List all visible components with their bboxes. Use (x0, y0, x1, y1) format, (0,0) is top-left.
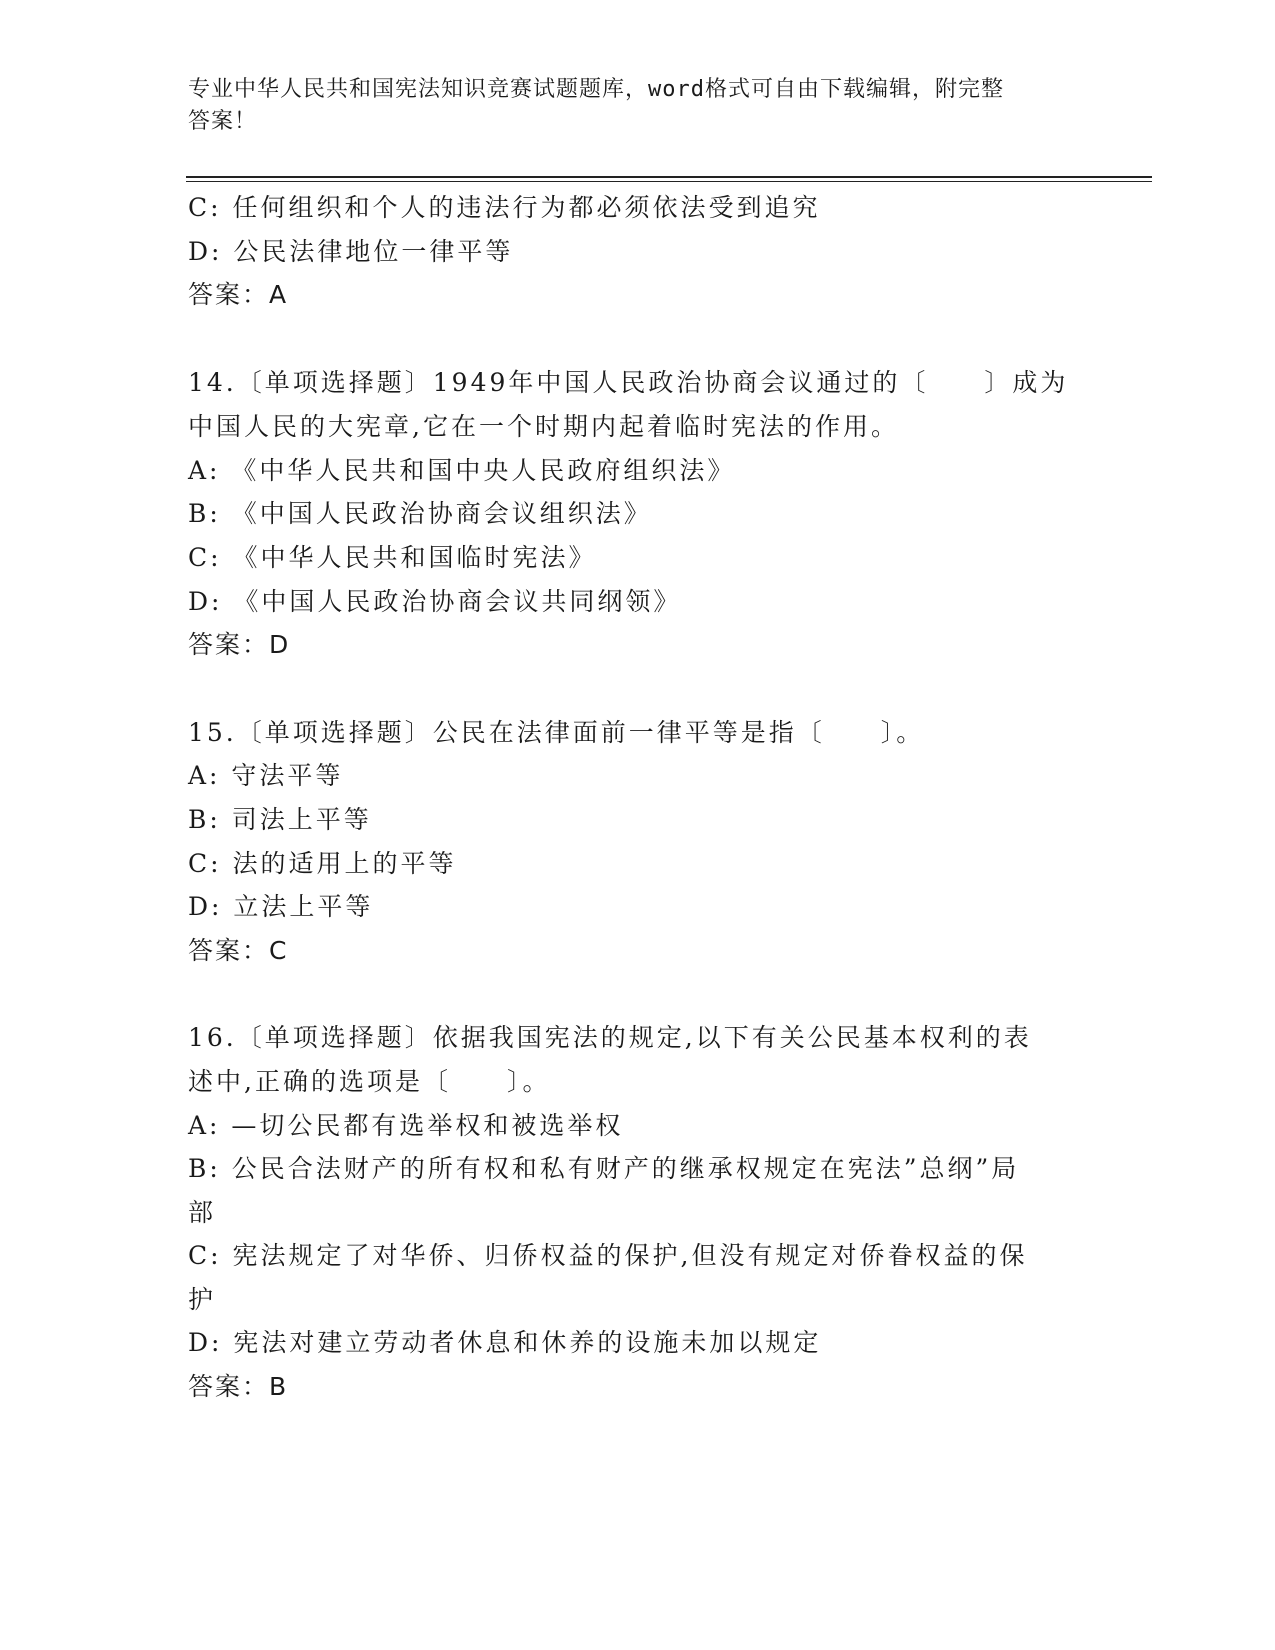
q13-option-d: D: 公民法律地位一律平等 (188, 237, 514, 266)
q15-option-d: D: 立法上平等 (188, 892, 374, 921)
q14-option-b: B: 《中国人民政治协商会议组织法》 (188, 499, 652, 528)
q14-option-c: C: 《中华人民共和国临时宪法》 (188, 543, 597, 572)
q16-answer: 答案：B (188, 1372, 289, 1401)
q14-stem-line-1: 14.〔单项选择题〕1949年中国人民政治协商会议通过的〔 〕成为 (188, 368, 1069, 397)
header-rule-thin (186, 181, 1152, 182)
q15-option-a: A: 守法平等 (188, 761, 344, 790)
q13-answer: 答案：A (188, 280, 289, 309)
page-header (188, 74, 1078, 138)
q16-option-c-line-1: C: 宪法规定了对华侨、归侨权益的保护,但没有规定对侨眷权益的保 (188, 1241, 1028, 1270)
q15-stem-line-1: 15.〔单项选择题〕公民在法律面前一律平等是指〔 〕。 (188, 718, 925, 747)
q14-answer: 答案：D (188, 630, 291, 659)
q13-option-c: C: 任何组织和个人的违法行为都必须依法受到追究 (188, 193, 821, 222)
q16-option-d: D: 宪法对建立劳动者休息和休养的设施未加以规定 (188, 1328, 822, 1357)
q16-option-a: A: —切公民都有选举权和被选举权 (188, 1111, 624, 1140)
q16-stem-line-1: 16.〔单项选择题〕依据我国宪法的规定,以下有关公民基本权利的表 (188, 1023, 1032, 1052)
q14-option-d: D: 《中国人民政治协商会议共同纲领》 (188, 587, 682, 616)
q16-option-b-line-1: B: 公民合法财产的所有权和私有财产的继承权规定在宪法”总纲”局 (188, 1154, 1020, 1183)
header-line-2: 答案！ (188, 109, 258, 134)
q14-stem-line-2: 中国人民的大宪章,它在一个时期内起着临时宪法的作用。 (188, 412, 899, 441)
q16-option-c-line-2: 护 (188, 1285, 217, 1314)
q14-option-a: A: 《中华人民共和国中央人民政府组织法》 (188, 456, 736, 485)
q15-option-c: C: 法的适用上的平等 (188, 849, 457, 878)
q16-option-b-line-2: 部 (188, 1198, 217, 1227)
q15-answer: 答案：C (188, 936, 289, 965)
q16-stem-line-2: 述中,正确的选项是〔 〕。 (188, 1067, 551, 1096)
header-rule-thick (186, 176, 1152, 178)
q15-option-b: B: 司法上平等 (188, 805, 372, 834)
header-line-1: 专业中华人民共和国宪法知识竞赛试题题库，word格式可自由下载编辑，附完整 (188, 77, 1004, 102)
